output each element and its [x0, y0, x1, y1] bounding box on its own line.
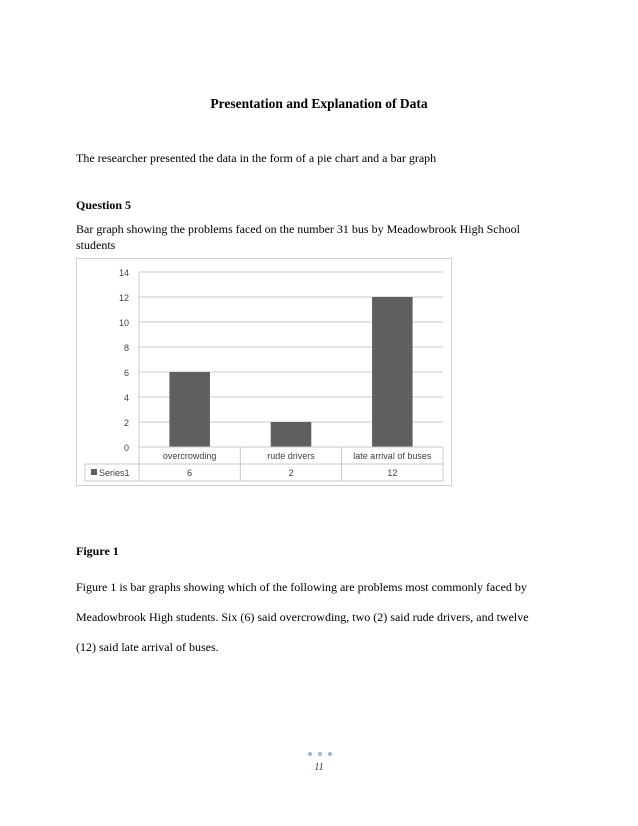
question-label: Question 5	[76, 198, 132, 212]
y-tick-label-10: 10	[118, 318, 129, 328]
y-tick-label-14: 14	[118, 268, 129, 278]
data-table-value-late-arrival-of-buses: 12	[387, 468, 398, 478]
y-tick-label-2: 2	[123, 418, 129, 428]
y-tick-label-8: 8	[123, 343, 129, 353]
figure-label: Figure 1	[76, 544, 119, 558]
data-table-value-overcrowding: 6	[187, 468, 193, 478]
page-heading: Presentation and Explanation of Data	[210, 96, 428, 111]
y-tick-label-6: 6	[123, 368, 129, 378]
page-dots-ornament	[306, 752, 334, 758]
legend-label-series1: Series1	[99, 468, 130, 478]
page-number: 11	[314, 762, 324, 773]
data-table-value-rude-drivers: 2	[288, 468, 294, 478]
bar-late-arrival-of-buses	[372, 297, 413, 447]
intro-paragraph: The researcher presented the data in the form of a pie chart and a bar graph	[76, 151, 437, 165]
y-tick-label-12: 12	[118, 293, 129, 303]
bar-chart	[76, 258, 452, 486]
bar-rude-drivers	[271, 422, 312, 447]
x-category-label-late-arrival-of-buses: late arrival of buses	[353, 451, 432, 461]
legend-key-series1	[91, 469, 97, 475]
figure-text-line-3: (12) said late arrival of buses.	[76, 640, 219, 654]
figure-text-line-2: Meadowbrook High students. Six (6) said overcrowding, two (2) said rude drivers, and twelve	[76, 610, 529, 624]
y-tick-label-4: 4	[123, 393, 129, 403]
bar-overcrowding	[169, 372, 210, 447]
bar-caption-line-2: students	[76, 238, 116, 252]
bar-caption-line-1: Bar graph showing the problems faced on the number 31 bus by Meadowbrook High School	[76, 222, 520, 236]
x-category-label-overcrowding: overcrowding	[162, 451, 217, 461]
bar-chart-svg	[77, 259, 453, 487]
y-tick-label-0: 0	[123, 443, 129, 453]
figure-text-line-1: Figure 1 is bar graphs showing which of the following are problems most commonly faced by	[76, 580, 527, 594]
x-category-label-rude-drivers: rude drivers	[267, 451, 315, 461]
